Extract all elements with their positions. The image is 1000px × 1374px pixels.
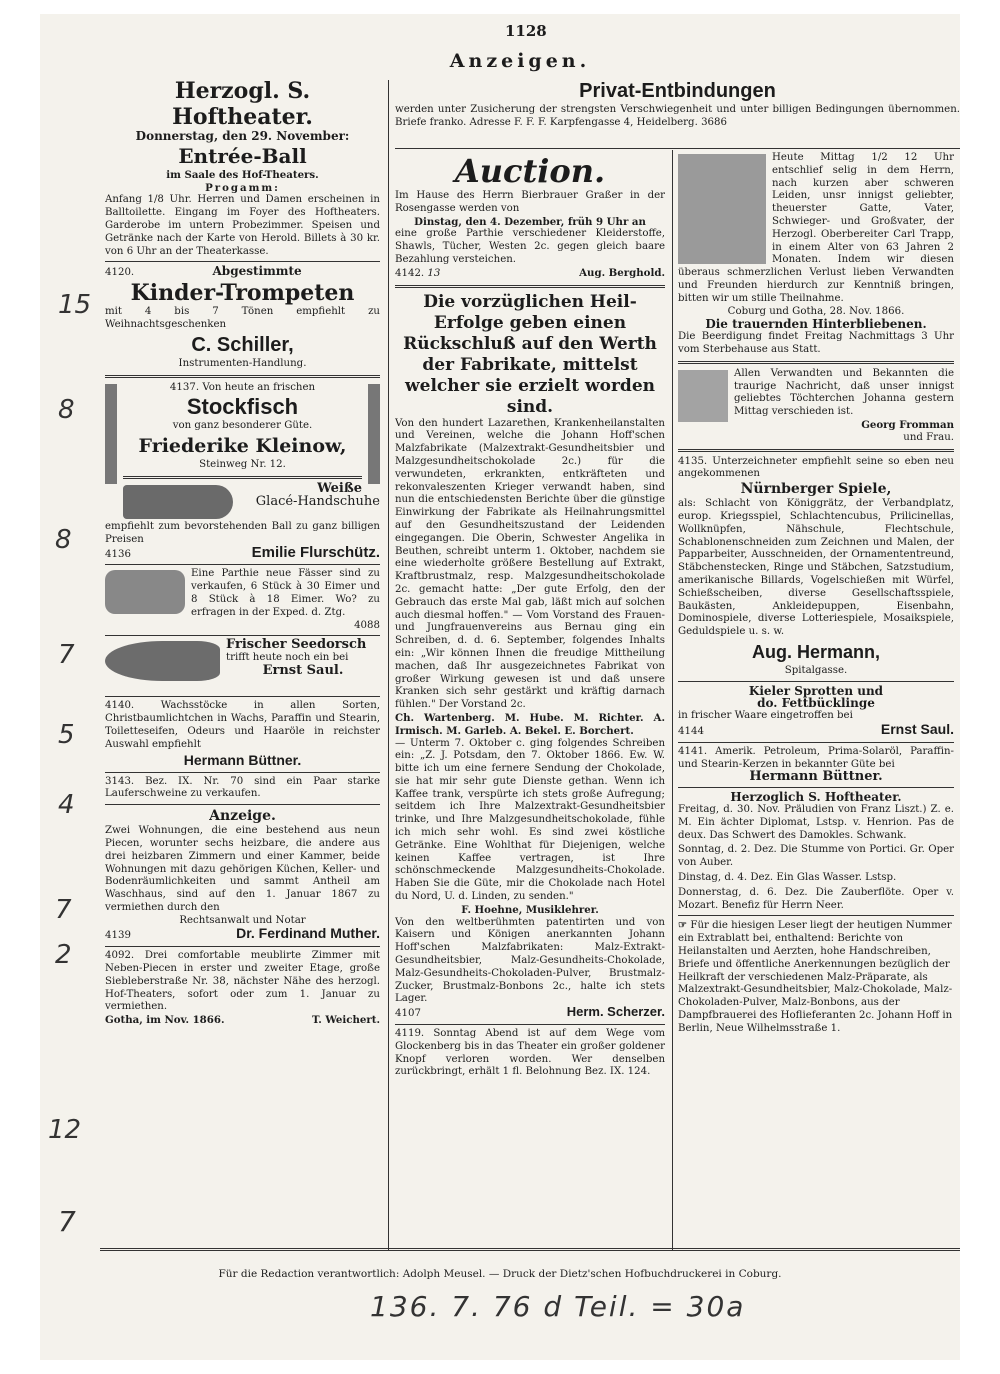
ad-stockfish [105, 382, 380, 472]
theater-program: Progamm: [205, 181, 280, 194]
flats-title: Anzeige. [209, 808, 276, 825]
rooms-body: Drei comfortable meublirte Zimmer mit Neben-Piecen in erster und zweiter Etage, große Siebleberstraße Nr. 38, nächster Nähe des herzogl. Hof-Theaters, sofort oder zum 1. Januar zu vermiethen. [105, 950, 380, 1013]
theater2-line: Sonntag, d. 2. Dez. Die Stumme von Portici. Gr. Oper von Auber. [678, 844, 954, 869]
death1-place: Coburg und Gotha, 28. Nov. 1866. [727, 305, 905, 317]
ad-number: 4107 [395, 1008, 421, 1020]
theater2-line: Freitag, d. 30. Nov. Präludien von Franz Liszt.) Z. e. M. Ein ächter Diplomat, Lstsp. v. Henrion. Pas de deux. Das Schwert des Damokles. Schwank. [678, 804, 954, 841]
page-footer: Für die Redaction verantwortlich: Adolph Meusel. — Druck der Dietz'schen Hofbuchdruckerei in Coburg. [218, 1268, 782, 1280]
handwritten-mark: 12 [48, 1115, 82, 1145]
column-right [678, 152, 954, 1250]
handwritten-mark: 7 [55, 895, 72, 925]
stockfish-illustration [368, 384, 380, 484]
ad-malz [395, 292, 665, 1021]
rooms-date: Gotha, im Nov. 1866. [105, 1014, 225, 1027]
cod-body: trifft heute noch ein bei [226, 652, 349, 664]
trumpets-sub: Instrumenten-Handlung. [178, 357, 307, 369]
malz-body2: — Unterm 7. Oktober c. ging folgendes Schreiben ein: „Z. J. Potsdam, den 7. Oktober 1866. Ew. W. bitte ich um eine fernere Sendung der Chokolade, sie hat mir sehr gute Dienste gethan. Wenn ich Kaffee trank, verspürte ich stets große Aufregung; seitdem ich Ihre Malzextrakt-Gesundheitsbier trinke, und Ihre Malzgesundheitschokolade, fühle ich mich sehr wohl. Es sind zwei köstliche Getränke. Eine Wohlthat für Diejenigen, welche keinen Kaffee vertragen, ist Ihre schönschmeckende Malzgesundheits-Chokolade. Haben Sie die Güte, mir die Chokolade nach Hotel du Nord, U. d. Linden, zu senden." [395, 737, 665, 903]
ad-number: 4136 [105, 548, 131, 560]
ad-pigs [105, 776, 380, 802]
ad-number: 4144 [678, 726, 704, 738]
trumpets-head: Abgestimmte [212, 264, 302, 279]
malz-name: Herm. Scherzer. [566, 1004, 665, 1020]
ad-lost [395, 1028, 665, 1079]
ad-theater [105, 78, 380, 258]
ad-number: 4119. [395, 1028, 425, 1040]
ad-hoff [678, 919, 954, 1035]
ad-number: 3143. [105, 775, 135, 787]
ad-number: 4088 [354, 619, 380, 631]
ad-gloves [105, 480, 380, 561]
toys-sub: Spitalgasse. [784, 664, 848, 676]
handwritten-mark: 8 [55, 525, 72, 555]
flats-body: Zwei Wohnungen, die eine bestehend aus neun Piecen, worunter sechs heizbare, die andere aus drei heizbaren Zimmern und einer Kammer, beide Wohnungen mit dazu gehörigen Küchen, Keller- und Bodenräumlichkeiten und sammt Antheil am Waschhaus, sind auf den 1. Januar 1867 zu vermiethen durch den [105, 825, 380, 913]
stockfish-name: Friederike Kleinow, [138, 435, 347, 458]
privat-body: werden unter Zusicherung der strengsten Verschwiegenheit und unter billigen Bedingungen übernommen. Briefe franko. Adresse F. F. F. Karpfengasse 4, Heidelberg. [395, 104, 960, 128]
handwritten-note: 136. 7. 76 d Teil. = 30a [370, 1290, 746, 1323]
ad-death-johanna [678, 368, 954, 445]
auction-title: Auction. [454, 152, 606, 190]
ad-number: 3686 [701, 116, 727, 128]
ad-number: 4137. [169, 381, 200, 393]
malz-sig: F. Hoehne, Musiklehrer. [461, 903, 599, 916]
ad-number: 4141. [678, 745, 708, 757]
gloves-body: empfiehlt zum bevorstehenden Ball zu ganz billigen Preisen [105, 520, 380, 545]
auction-mark: 13 [427, 267, 441, 279]
trumpets-title: Kinder-Trompeten [130, 280, 355, 307]
malz-headline: Die vorzüglichen Heil-Erfolge geben einen Rückschluß auf den Werth der Fabrikate, mittelst welcher sie erzielt worden sind. [403, 291, 657, 417]
sprats-title: Kieler Sprotten und [748, 683, 884, 698]
ad-sprats [678, 685, 954, 739]
gloves-title: Weiße [317, 480, 362, 496]
malz-body1: Von den hundert Lazarethen, Krankenheilanstalten und Vereinen, welche die Johann Hoff'schen Malzfabrikate (Malzextrakt-Gesundheitsbier und Malzgesundheitschokolade 2c.) für die verwundeten, erkrankten, entkräfteten und rekonvaleszenten Krieger verwandt haben, sind nun die entschiedensten Berichte über die günstige Einwirkung der Fabrikate als Heilnahrungsmittel auf den Gesundheitszustand der Leidenden eingegangen. Die Oberin, Schwester Angelika in Beuthen, schreibt unterm 1. Oktober, nachdem sie eine wiederholte größere Bestellung auf Extrakt, Kraftbrustmalz, resp. Malzgesundheitschokolade 2c. gemacht hatte: „Der gute Erfolg, den der Gebrauch das erste Mal gab, läßt mich auf solchen auch diesmal hoffen." — Vom Vorstand des Frauen- und Jungfrauenvereins aus Bernau ging ein Schreiben, d. d. 6. September, folgendes Inhalts ein: „Wir können Ihnen die freudige Mittheilung machen, daß Ihr ausgezeichnetes Fabrikat von großer Wirkung gewesen ist und daß unsere Kranken sich sehr gestärkt und kräftig darnach fühlen." Der Vorstand 2c. [395, 417, 665, 711]
handwritten-mark: 15 [58, 290, 92, 320]
cod-name: Ernst Saul. [262, 662, 344, 678]
malz-body3: Von den weltberühmten patentirten und von Kaisern und Königen anerkannten Johann Hoff'schen Malzfabrikaten: Malz-Extrakt-Gesundheitsbier, Malz-Gesundheits-Chokolade, Malz-Gesundheits-Chokoladen-Pulver, Brustmalz-Zucker, Brustmalz-Bonbons 2c., halte ich stets Lager. [395, 916, 665, 1005]
petrol-body: Amerik. Petroleum, Prima-Solaröl, Paraffin- und Stearin-Kerzen in bekannter Güte bei [678, 745, 954, 770]
stockfish-lead: Von heute an frischen [202, 381, 316, 393]
ad-number: 4135. [678, 455, 708, 467]
handwritten-mark: 4 [58, 790, 75, 820]
ad-privat [395, 78, 960, 152]
cod-title: Frischer Seedorsch [226, 637, 367, 653]
toys-title: Nürnberger Spiele, [740, 481, 892, 498]
death2-name: Georg Fromman [861, 418, 954, 431]
petrol-name: Hermann Büttner. [749, 769, 883, 785]
barrels-illustration [105, 570, 185, 614]
death2-sub: und Frau. [903, 431, 954, 443]
ad-number: 4120. [105, 267, 135, 279]
auction-body2: eine große Parthie verschiedener Kleiderstoffe, Shawls, Tücher, Westen 2c. gegen gleich baare Bezahlung versteichen. [395, 228, 665, 265]
fish-illustration [105, 641, 220, 681]
auction-body1: Im Hause des Herrn Bierbrauer Graßer in der Rosengasse werden von [395, 190, 665, 214]
page-number: 1128 [505, 22, 547, 40]
stockfish-body: von ganz besonderer Güte. [172, 420, 313, 432]
privat-title: Privat-Entbindungen [579, 80, 776, 102]
ad-petrol [678, 746, 954, 784]
trumpets-body: mit 4 bis 7 Tönen empfiehlt zu Weihnachtsgeschenken [105, 306, 380, 330]
ad-number: 4092. [105, 950, 135, 962]
stockfish-title: Stockfisch [186, 394, 299, 420]
death1-body: Heute Mittag 1/2 12 Uhr entschlief selig in dem Herrn, nach kurzen aber schweren Leiden, unsr innigst geliebter, theuerster Gatte, Vater, Schwieger- und Großvater, der Herzogl. Oberbereiter Carl Trapp, in einem Alter von 63 Jahren 2 Monaten. Indem wir diesen überaus schmerzlichen Verlust lieben Verwandten und Freunden hierdurch zur Kenntniß bringen, bitten wir um stille Theilnahme. [678, 152, 954, 304]
sprats-name: Ernst Saul. [880, 721, 954, 738]
gloves-name: Emilie Flurschütz. [251, 543, 380, 561]
theater2-line: Dinstag, d. 4. Dez. Ein Glas Wasser. Lstsp. [678, 872, 897, 884]
malz-signers: Ch. Wartenberg. M. Hube. M. Richter. A. Irmisch. M. Garleb. A. Bekel. E. Borchert. [395, 711, 665, 737]
theater-title: Herzogl. S. Hoftheater. [172, 78, 313, 130]
memorial-illustration [678, 370, 728, 422]
ad-rooms [105, 950, 380, 1027]
ad-flats [105, 808, 380, 943]
trumpets-name: C. Schiller, [191, 333, 294, 356]
toys-lead: Unterzeichneter empfiehlt seine so eben neu angekommenen [678, 455, 954, 480]
death2-body: Allen Verwandten und Bekannten die traurige Nachricht, daß unser innigst geliebtes Töchterchen Johanna gestern Mittag verschieden ist. [734, 367, 954, 418]
handwritten-mark: 7 [58, 640, 75, 670]
theater2-line: Donnerstag, d. 6. Dez. Die Zauberflöte. Oper v. Mozart. Benefiz für Herrn Neer. [678, 886, 954, 911]
ad-auction [395, 152, 665, 281]
pointing-hand-icon: ☞ [678, 919, 688, 932]
pigs-body: Bez. IX. Nr. 70 sind ein Paar starke Lauferschweine zu verkaufen. [105, 775, 380, 800]
glove-illustration [123, 485, 233, 519]
sprats-body: in frischer Waare eingetroffen bei [678, 710, 853, 722]
death1-funeral: Die Beerdigung findet Freitag Nachmittags 3 Uhr vom Sterbehause aus Statt. [678, 331, 954, 355]
candles-body: Wachsstöcke in allen Sorten, Christbaumlichtchen in Wachs, Paraffin und Stearin, Toiletteseifen, Odeurs und Haaröle in reichster Auswahl empfiehlt [105, 700, 380, 750]
hoff-body: Für die hiesigen Leser liegt der heutigen Nummer ein Extrablatt bei, enthaltend: Berichte von Heilanstalten und Aerzten, hohe Handschreiben, Briefe und öffentliche Anerkennungen bezüglich der Heilkraft der verschiedenen Malz-Präparate, als Malzextrakt-Gesundheitsbier, Malz-Chokolade, Malz-Chokoladen-Pulver, Malz-Bonbons, aus der Dampfbrauerei des Hoflieferanten 2c. Johann Hoff in Berlin, Neue Wilhelmsstraße 1. [678, 920, 953, 1034]
theater-event: Entrée-Ball [178, 143, 307, 168]
ad-death-trapp [678, 152, 954, 357]
ad-barrels [105, 568, 380, 632]
stockfish-addr: Steinweg Nr. 12. [199, 459, 286, 471]
theater-date: Donnerstag, den 29. November: [135, 129, 350, 143]
column-rule [672, 150, 673, 1250]
section-title: Anzeigen. [449, 50, 591, 72]
barrels-body: Eine Parthie neue Fässer sind zu verkaufen, 6 Stück à 30 Eimer und 8 Stück à 18 Eimer. Wo? zu erfragen in der Exped. d. Ztg. [191, 568, 380, 618]
handwritten-mark: 5 [58, 720, 75, 750]
memorial-illustration [678, 154, 766, 264]
ad-toys [678, 456, 954, 678]
sprats-sub: do. Fettbücklinge [757, 696, 875, 711]
column-rule [388, 80, 389, 1250]
death1-sig: Die trauernden Hinterbliebenen. [705, 317, 927, 332]
column-middle [395, 152, 665, 1250]
ad-theater-program [678, 791, 954, 912]
ad-cod [105, 639, 380, 693]
footer-rule [100, 1248, 960, 1251]
candles-name: Hermann Büttner. [183, 751, 302, 768]
flats-name: Dr. Ferdinand Muther. [236, 925, 380, 942]
flats-sub: Rechtsanwalt und Notar [179, 914, 306, 926]
section-rule [395, 148, 960, 149]
handwritten-mark: 2 [55, 940, 72, 970]
ad-number: 4142. [395, 267, 425, 279]
rooms-name: T. Weichert. [311, 1014, 380, 1027]
auction-name: Aug. Berghold. [579, 266, 665, 279]
ad-number: 4139 [105, 930, 131, 942]
theater-body: Anfang 1/8 Uhr. Herren und Damen erscheinen in Balltoilette. Eingang im Foyer des Hoftheaters. Garderobe im untern Probezimmer. Speisen und Getränke nach der Karte von Herold. Billets à 30 kr. von 6 Uhr an der Theaterkasse. [105, 194, 380, 257]
gloves-sub: Glacé-Handschuhe [255, 493, 380, 509]
ad-candles [105, 700, 380, 768]
toys-body: als: Schlacht von Königgrätz, der Verbandplatz, europ. Kriegsspiel, Schlachtencubus, Prilicinellas, Wollknüpfen, Nähschule, Flechtschule, Schablonenschneiden zum Zeichnen und Malen, der Papparbeiter, Ausschneiden, der Ornamententreund, Stäbchenstecken, Ringe und Stäbchen, Satzstudium, amerikanische Billards, Vogelschießen mit Würfel, Schießscheiben, diverse Gesellschaftsspiele, Baukästen, Ankleidepuppen, Eisenbahn, Dominospiele, diverse Lotteriespiele, Mosaikspiele, Geduldspiele u. s. w. [678, 498, 954, 638]
stockfish-illustration [105, 384, 117, 484]
lost-body: Sonntag Abend ist auf dem Wege vom Glockenberg bis in das Theater ein großer goldener Knopf verloren worden. Wer denselben zurückbringt, erhält 1 fl. Belohnung Bez. IX. 124. [395, 1028, 665, 1078]
ad-trumpets [105, 265, 380, 370]
toys-name: Aug. Hermann, [751, 641, 880, 662]
column-left [105, 78, 380, 1250]
theater-place: im Saale des Hof-Theaters. [166, 168, 319, 181]
handwritten-mark: 7 [58, 1205, 76, 1238]
ad-number: 4140. [105, 700, 135, 712]
auction-date: Dinstag, den 4. Dezember, früh 9 Uhr an [414, 215, 646, 228]
handwritten-mark: 8 [58, 395, 75, 425]
theater2-title: Herzoglich S. Hoftheater. [730, 790, 902, 805]
